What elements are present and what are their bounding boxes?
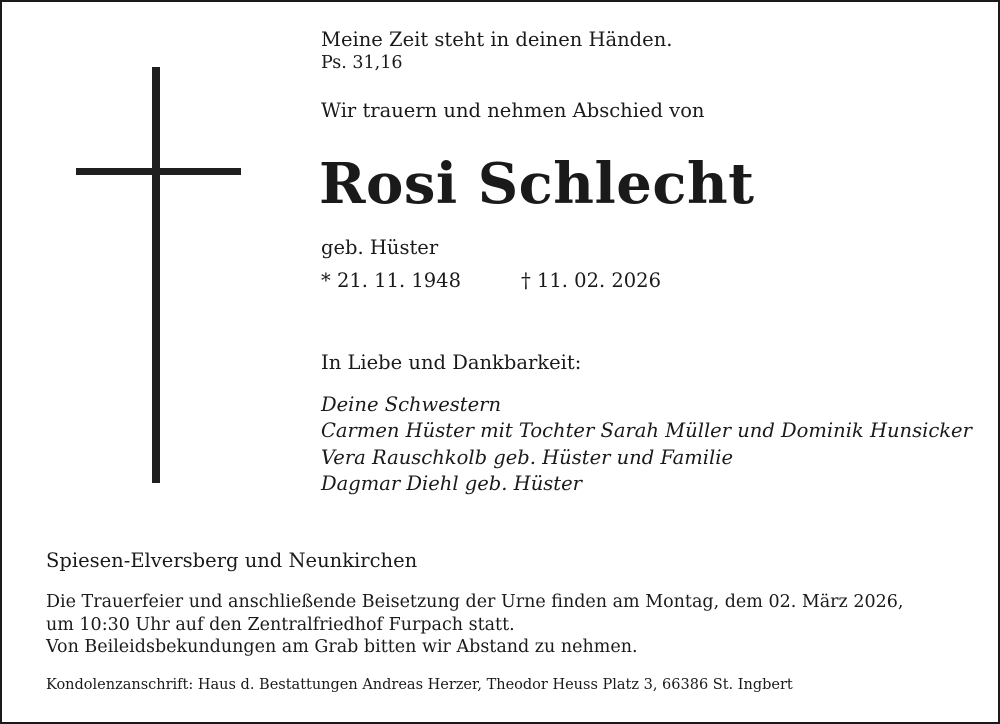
- birth-date: * 21. 11. 1948: [321, 269, 461, 292]
- notice-line: Die Trauerfeier und anschließende Beisetzung der Urne finden am Montag, dem 02. März 2026,: [46, 592, 904, 612]
- mourner-line: Carmen Hüster mit Tochter Sarah Müller und Dominik Hunsicker: [321, 419, 972, 442]
- verse-reference: Ps. 31,16: [321, 53, 403, 73]
- cross-symbol-horizontal: [76, 168, 241, 175]
- death-date: † 11. 02. 2026: [521, 269, 661, 292]
- verse-text: Meine Zeit steht in deinen Händen.: [321, 28, 673, 51]
- gratitude-text: In Liebe und Dankbarkeit:: [321, 351, 582, 374]
- deceased-name: Rosi Schlecht: [319, 151, 755, 217]
- maiden-name: geb. Hüster: [321, 236, 439, 259]
- place-text: Spiesen-Elversberg und Neunkirchen: [46, 549, 418, 572]
- condolence-address: Kondolenzanschrift: Haus d. Bestattungen Andreas Herzer, Theodor Heuss Platz 3, 66386 St. Ingbert: [46, 677, 793, 693]
- mourner-line: Vera Rauschkolb geb. Hüster und Familie: [321, 446, 733, 469]
- intro-text: Wir trauern und nehmen Abschied von: [321, 99, 705, 122]
- notice-line: um 10:30 Uhr auf den Zentralfriedhof Furpach statt.: [46, 615, 515, 635]
- mourner-line: Deine Schwestern: [321, 393, 502, 416]
- notice-line: Von Beileidsbekundungen am Grab bitten wir Abstand zu nehmen.: [46, 637, 638, 657]
- cross-symbol-vertical: [152, 67, 160, 483]
- mourner-line: Dagmar Diehl geb. Hüster: [321, 472, 582, 495]
